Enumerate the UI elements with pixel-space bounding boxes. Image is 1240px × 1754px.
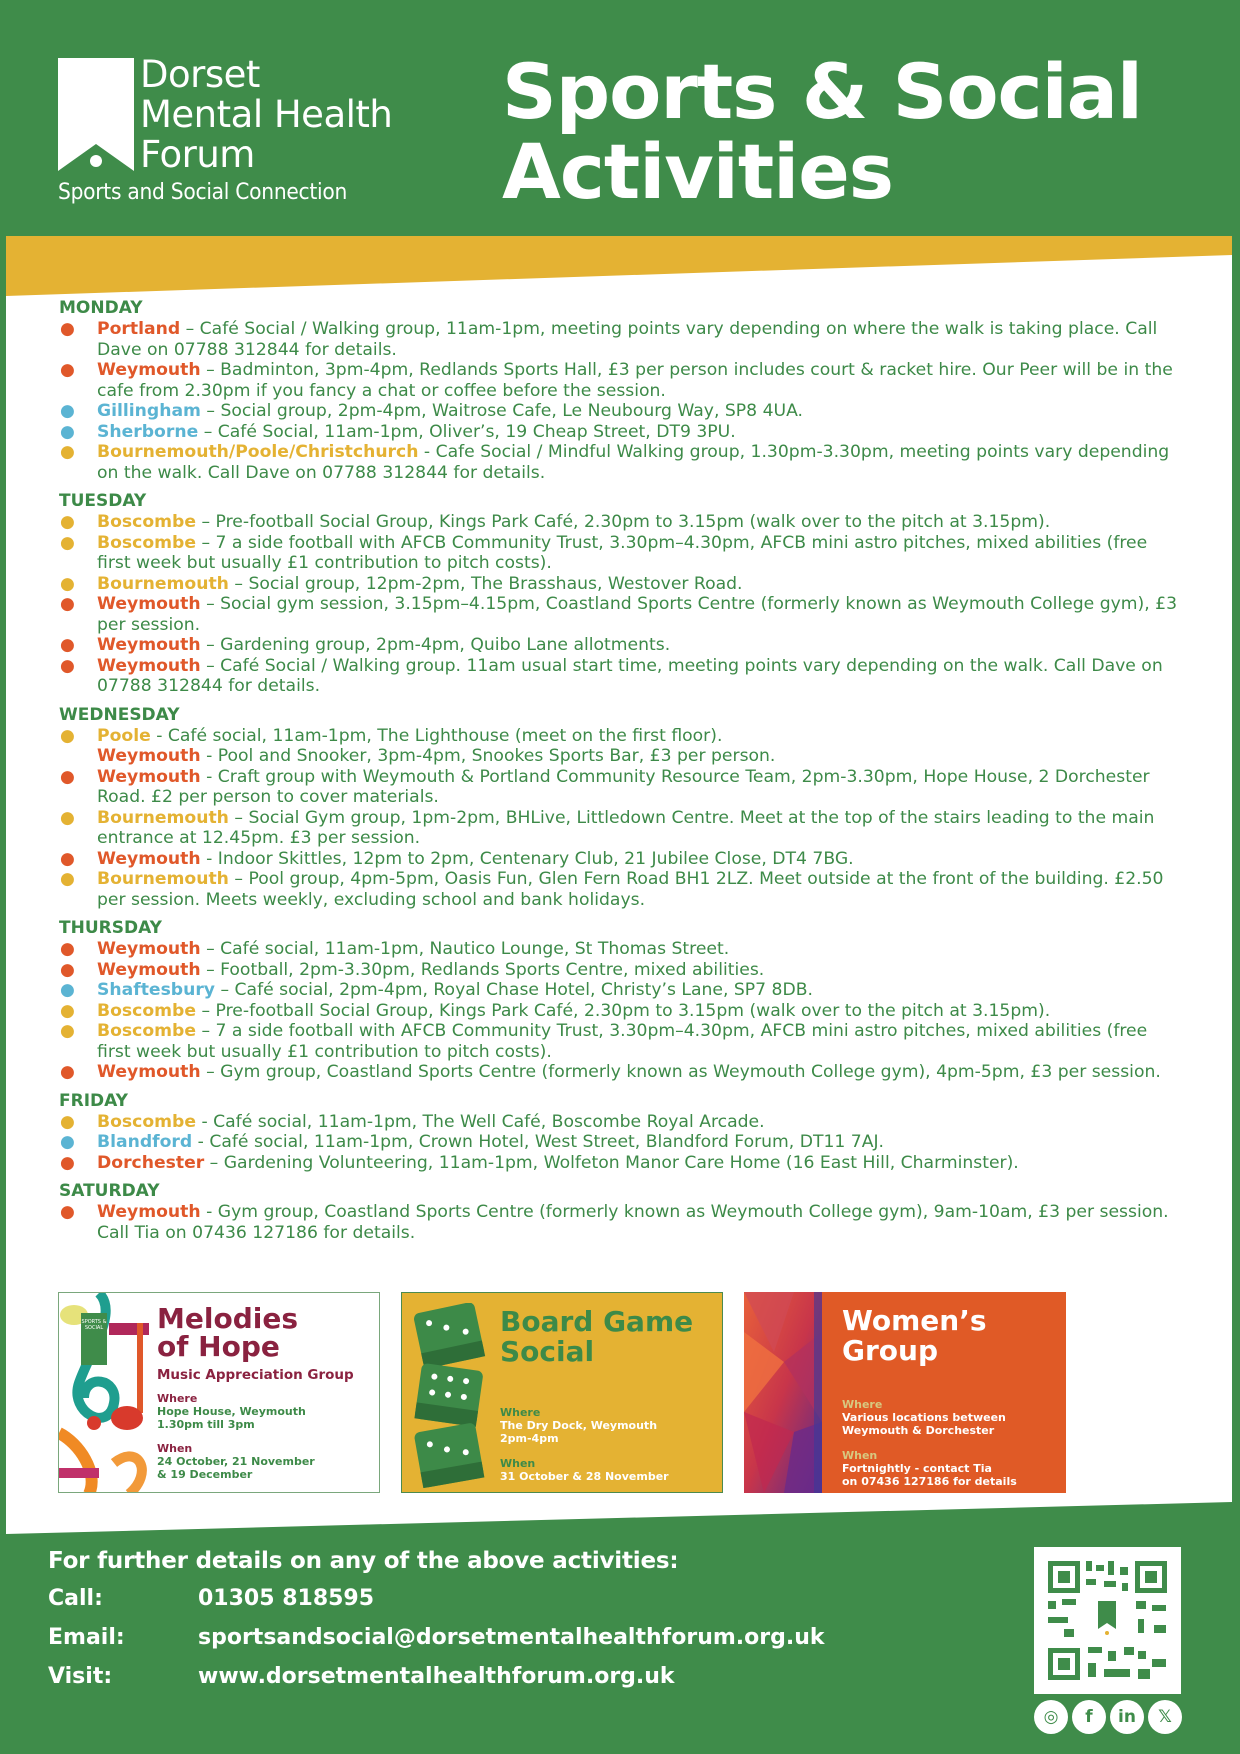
activity-location: Shaftesbury [97, 980, 216, 1000]
activity-location: Poole [97, 725, 151, 746]
activity-details: - Indoor Skittles, 12pm to 2pm, Centenary Club, 21 Jubilee Close, DT4 7BG. [200, 848, 854, 869]
activity-details: - Café social, 11am-1pm, The Well Café, Boscombe Royal Arcade. [196, 1111, 765, 1132]
linkedin-icon[interactable]: in [1110, 1700, 1144, 1734]
day-section-thursday [59, 918, 1179, 1083]
call-row: Call: 01305 818595 [48, 1586, 375, 1611]
activity-details: – Badminton, 3pm-4pm, Redlands Sports Hall, £3 per person includes court & racket hire. Our Peer will be in the cafe from 2.30pm if you fancy a chat or coffee before the session. [97, 360, 1173, 401]
activity-item [59, 1001, 1179, 1022]
womens-group-card[interactable] [744, 1292, 1066, 1493]
card-when: When 31 October & 28 November [500, 1457, 669, 1483]
melodies-of-hope-card[interactable] [58, 1292, 380, 1493]
activity-details: – 7 a side football with AFCB Community Trust, 3.30pm–4.30pm, AFCB mini astro pitches, mixed abilities (free first week but usually £1 contribution to pitch costs). [97, 532, 1148, 573]
activity-location: Weymouth [97, 766, 201, 787]
card-subtitle: Music Appreciation Group [157, 1367, 354, 1383]
day-section-saturday [59, 1181, 1179, 1243]
activity-item [59, 939, 1179, 960]
bullet-dot-icon: ● [60, 766, 75, 787]
activity-item [59, 1021, 1179, 1062]
bullet-dot-icon: ● [60, 725, 75, 746]
card-title: Melodies of Hope [157, 1302, 298, 1363]
activity-item [59, 1112, 1179, 1133]
activity-item [59, 746, 1179, 767]
bullet-dot-icon: ● [60, 807, 75, 828]
activity-item [59, 635, 1179, 656]
activity-item [59, 656, 1179, 697]
activity-item [59, 869, 1179, 910]
activity-location: Gillingham [97, 401, 201, 421]
board-game-social-card[interactable] [401, 1292, 723, 1493]
bullet-dot-icon: ● [60, 1132, 75, 1152]
day-heading: SATURDAY [59, 1181, 160, 1201]
activity-details: – Social gym session, 3.15pm–4.15pm, Coastland Sports Centre (formerly known as Weymouth College gym), £3 per session. [97, 594, 1178, 635]
activity-details: – Café Social / Walking group, 11am-1pm, meeting points vary depending on where the walk is taking place. Call Dave on 07788 312844 for details. [97, 319, 1158, 360]
activity-item [59, 533, 1179, 574]
card-title: Women’s Group [842, 1304, 987, 1367]
bullet-dot-icon: ● [60, 1152, 75, 1173]
activity-details: – Pool group, 4pm-5pm, Oasis Fun, Glen Fern Road BH1 2LZ. Meet outside at the front of the building. £2.50 per session. Meets weekly, excluding school and bank holidays. [97, 869, 1164, 910]
page-title: Sports & Social Activities [502, 47, 1142, 216]
activity-location: Weymouth [97, 1062, 201, 1082]
activity-item [59, 401, 1179, 422]
visit-row: Visit: www.dorsetmentalhealthforum.org.uk [48, 1664, 675, 1689]
activity-location: Boscombe [97, 512, 197, 532]
instagram-icon[interactable]: ◎ [1034, 1700, 1068, 1734]
activity-location: Weymouth [97, 594, 201, 614]
activity-details: – Café social, 11am-1pm, Nautico Lounge, St Thomas Street. [200, 939, 730, 959]
bullet-dot-icon: ● [60, 442, 75, 462]
qr-code-icon [1034, 1547, 1181, 1694]
activity-location: Weymouth [97, 1202, 201, 1222]
activity-location: Dorchester [97, 1152, 205, 1173]
activity-item [59, 980, 1179, 1001]
activity-details: – Pre-football Social Group, Kings Park Café, 2.30pm to 3.15pm (walk over to the pitch at 3.15pm). [196, 512, 1051, 532]
activity-location: Boscombe [97, 532, 197, 553]
activity-location: Boscombe [97, 1000, 197, 1021]
activity-details: – Gardening Volunteering, 11am-1pm, Wolfeton Manor Care Home (16 East Hill, Charminster). [204, 1152, 1019, 1173]
dmhf-logo [58, 55, 458, 215]
day-section-monday [59, 298, 1179, 483]
activity-details: – Social group, 12pm-2pm, The Brasshaus, Westover Road. [228, 573, 743, 594]
phone-link[interactable]: 01305 818595 [198, 1586, 375, 1611]
activity-details: – Gardening group, 2pm-4pm, Quibo Lane allotments. [200, 635, 671, 655]
activity-item [59, 594, 1179, 635]
activity-item [59, 849, 1179, 870]
bullet-dot-icon: ● [60, 655, 75, 676]
bullet-dot-icon: ● [60, 319, 75, 339]
contact-footer [48, 1548, 825, 1703]
activity-item [59, 319, 1179, 360]
activity-item [59, 1132, 1179, 1153]
activity-location: Bournemouth [97, 869, 229, 889]
activity-location: Boscombe [97, 1021, 197, 1041]
bullet-dot-icon: ● [60, 360, 75, 380]
email-link[interactable]: sportsandsocial@dorsetmentalhealthforum.org.uk [198, 1625, 825, 1650]
activity-location: Bournemouth [97, 573, 229, 594]
activity-location: Weymouth [97, 746, 201, 766]
day-heading: TUESDAY [59, 491, 147, 511]
activity-item [59, 808, 1179, 849]
card-where: Where Hope House, Weymouth 1.30pm till 3pm [157, 1392, 306, 1431]
activity-location: Weymouth [97, 939, 201, 959]
activity-item [59, 1062, 1179, 1083]
polygon-art-icon [744, 1292, 822, 1493]
day-section-wednesday [59, 705, 1179, 911]
activity-item [59, 1202, 1179, 1243]
logo-flag-icon [58, 58, 134, 171]
day-section-friday [59, 1091, 1179, 1174]
activity-details: - Gym group, Coastland Sports Centre (formerly known as Weymouth College gym), 9am-10am, £3 per session. Call Tia on 07436 127186 for details. [97, 1202, 1169, 1243]
bullet-dot-icon: ● [60, 1202, 75, 1222]
bullet-dot-icon: ● [60, 421, 75, 442]
activity-item [59, 726, 1179, 747]
activity-location: Blandford [97, 1132, 193, 1152]
activity-location: Sherborne [97, 421, 199, 442]
card-where: Where Various locations between Weymouth & Dorchester [842, 1398, 1006, 1437]
activity-details: – Café Social, 11am-1pm, Oliver’s, 19 Cheap Street, DT9 3PU. [198, 421, 736, 442]
activity-details: – Pre-football Social Group, Kings Park Café, 2.30pm to 3.15pm (walk over to the pitch at 3.15pm). [196, 1000, 1051, 1021]
activity-item [59, 442, 1179, 483]
bullet-dot-icon: ● [60, 848, 75, 869]
activity-details: – Social group, 2pm-4pm, Waitrose Cafe, Le Neubourg Way, SP8 4UA. [200, 401, 804, 421]
activity-location: Weymouth [97, 848, 201, 869]
activity-location: Weymouth [97, 655, 201, 676]
day-section-tuesday [59, 491, 1179, 697]
bullet-dot-icon: ● [60, 573, 75, 594]
activity-item [59, 1153, 1179, 1174]
website-link[interactable]: www.dorsetmentalhealthforum.org.uk [198, 1664, 675, 1689]
bullet-dot-icon: ● [60, 532, 75, 553]
logo-wordmark: Dorset Mental Health Forum [140, 53, 393, 176]
bullet-dot-icon: ● [60, 939, 75, 959]
activity-details: – Social Gym group, 1pm-2pm, BHLive, Littledown Centre. Meet at the top of the stairs leading to the main entrance at 12.45pm. £3 per session. [97, 807, 1155, 848]
activity-details: – Café Social / Walking group. 11am usual start time, meeting points vary depending on the walk. Call Dave on 07788 312844 for details. [97, 655, 1163, 696]
bullet-dot-icon: ● [60, 635, 75, 655]
bullet-dot-icon: ● [60, 1111, 75, 1132]
activity-details: – Café social, 2pm-4pm, Royal Chase Hotel, Christy’s Lane, SP7 8DB. [215, 980, 813, 1000]
card-title: Board Game Social [500, 1305, 694, 1368]
activity-details: - Pool and Snooker, 3pm-4pm, Snookes Sports Bar, £3 per person. [200, 746, 776, 766]
card-when: When 24 October, 21 November & 19 December [157, 1442, 315, 1481]
day-heading: THURSDAY [59, 918, 162, 938]
email-row: Email: sportsandsocial@dorsetmentalhealthforum.org.uk [48, 1625, 825, 1650]
day-heading: WEDNESDAY [59, 704, 180, 725]
bullet-dot-icon: ● [60, 959, 75, 980]
activity-location: Bournemouth [97, 807, 229, 828]
activity-item [59, 767, 1179, 808]
bullet-dot-icon: ● [60, 401, 75, 421]
activity-location: Boscombe [97, 1111, 197, 1132]
bullet-dot-icon: ● [60, 1062, 75, 1082]
weekly-schedule [59, 298, 1179, 1251]
activity-location: Weymouth [97, 635, 201, 655]
card-where: Where The Dry Dock, Weymouth 2pm-4pm [500, 1406, 658, 1445]
activity-location: Weymouth [97, 959, 201, 980]
x-icon[interactable]: 𝕏 [1148, 1700, 1182, 1734]
day-heading: FRIDAY [59, 1090, 128, 1111]
footer-title: For further details on any of the above activities: [48, 1548, 679, 1574]
bullet-dot-icon: ● [60, 594, 75, 614]
bullet-dot-icon: ● [60, 512, 75, 532]
social-links [1034, 1700, 1182, 1734]
activity-details: - Craft group with Weymouth & Portland Community Resource Team, 2pm-3.30pm, Hope House, 2 Dorchester Road. £2 per person to cover materials. [97, 766, 1150, 807]
activity-details: – Gym group, Coastland Sports Centre (formerly known as Weymouth College gym), 4pm-5pm, £3 per session. [200, 1062, 1161, 1082]
facebook-icon[interactable]: f [1072, 1700, 1106, 1734]
activity-details: - Cafe Social / Mindful Walking group, 1.30pm-3.30pm, meeting points vary depending on the walk. Call Dave on 07788 312844 for details. [97, 442, 1170, 483]
bullet-dot-icon: ● [60, 1000, 75, 1021]
activity-details: - Café social, 11am-1pm, Crown Hotel, West Street, Blandford Forum, DT11 7AJ. [192, 1132, 885, 1152]
logo-tagline: Sports and Social Connection [58, 180, 348, 205]
activity-item [59, 512, 1179, 533]
bullet-dot-icon: ● [60, 869, 75, 889]
sports-social-badge: SPORTS & SOCIAL [81, 1313, 107, 1365]
bullet-dot-icon: ● [60, 980, 75, 1000]
activity-details: - Café social, 11am-1pm, The Lighthouse (meet on the first floor). [150, 725, 723, 746]
activity-location: Bournemouth/Poole/Christchurch [97, 442, 419, 462]
activity-item [59, 360, 1179, 401]
card-when: When Fortnightly - contact Tia on 07436 127186 for details [842, 1449, 1017, 1488]
activity-item [59, 574, 1179, 595]
bullet-dot-icon: ● [60, 1021, 75, 1041]
qr-code[interactable] [1034, 1547, 1181, 1694]
activity-item [59, 422, 1179, 443]
activity-details: – Football, 2pm-3.30pm, Redlands Sports Centre, mixed abilities. [200, 959, 765, 980]
activity-item [59, 960, 1179, 981]
activity-details: – 7 a side football with AFCB Community Trust, 3.30pm–4.30pm, AFCB mini astro pitches, mixed abilities (free first week but usually £1 contribution to pitch costs). [97, 1021, 1148, 1062]
dice-icon [410, 1303, 490, 1488]
activity-location: Portland [97, 319, 181, 339]
day-heading: MONDAY [59, 298, 143, 318]
activity-location: Weymouth [97, 360, 201, 380]
